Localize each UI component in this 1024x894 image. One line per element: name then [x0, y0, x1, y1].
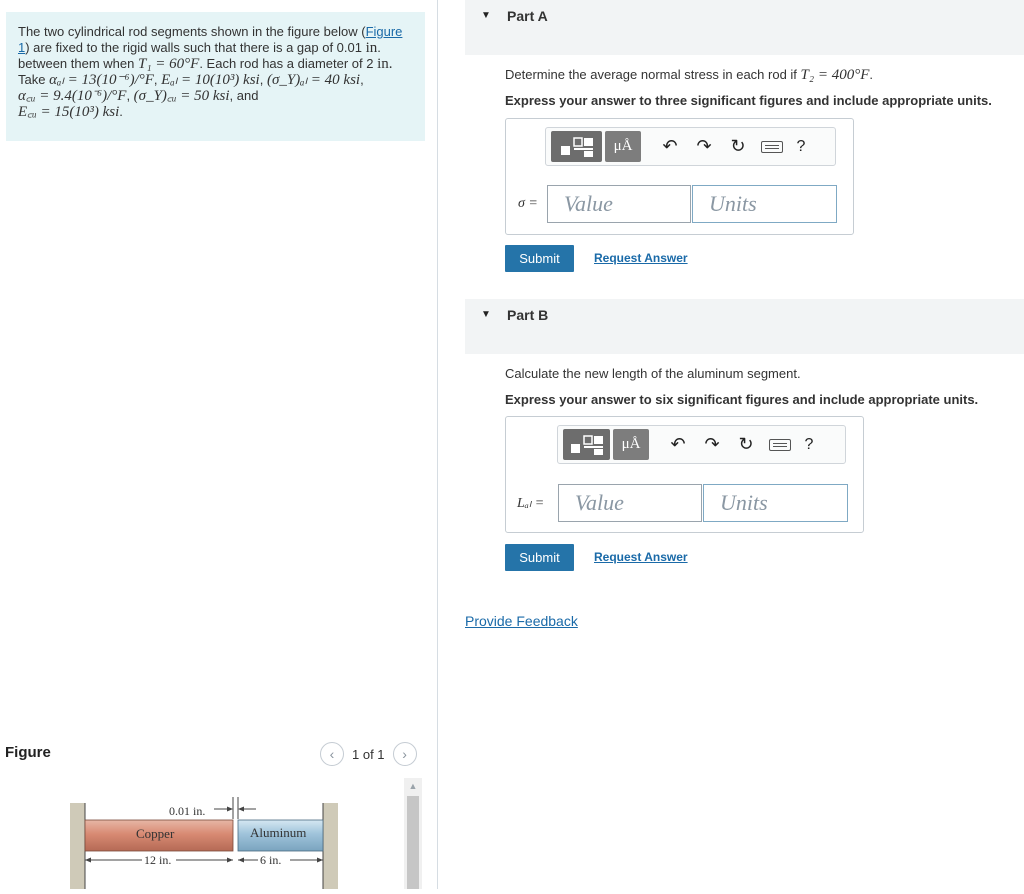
reset-icon[interactable]: ↻	[738, 434, 754, 454]
column-divider	[437, 0, 438, 889]
figure-pager	[320, 742, 417, 766]
units-input[interactable]: Units	[692, 185, 837, 223]
math-t2: T₂ = 400°F	[800, 67, 870, 83]
unit-in: in.	[377, 56, 393, 72]
part-a-answer-box	[505, 118, 854, 235]
figure-image	[66, 775, 401, 889]
part-a-header[interactable]	[465, 0, 1024, 55]
math-t1: T₁ = 60°F	[137, 56, 200, 72]
template-button[interactable]	[551, 131, 602, 162]
template-icon	[570, 434, 604, 456]
copper-label: Copper	[136, 826, 175, 841]
scroll-thumb[interactable]	[407, 796, 419, 889]
aluminum-label: Aluminum	[250, 825, 307, 840]
units-input[interactable]: Units	[703, 484, 848, 522]
math-sy-cu: (σ_Y)꜀ᵤ = 50 ksi	[133, 88, 230, 104]
value-input[interactable]: Value	[558, 484, 702, 522]
provide-feedback-link[interactable]: Provide Feedback	[465, 613, 578, 629]
figure-page-count: 1 of 1	[352, 746, 385, 762]
part-a-question: Determine the average normal stress in each rod if T₂ = 400°F.	[505, 67, 874, 83]
help-icon[interactable]: ?	[796, 137, 806, 155]
sigma-symbol: σ =	[518, 196, 538, 211]
collapse-triangle-icon[interactable]: ▼	[481, 10, 491, 21]
problem-text: between them when	[18, 56, 135, 71]
keyboard-icon[interactable]	[755, 131, 789, 162]
left-wall	[70, 803, 85, 889]
template-icon	[560, 136, 594, 158]
collapse-triangle-icon[interactable]: ▼	[481, 309, 491, 320]
help-icon[interactable]: ?	[804, 435, 814, 453]
figure-link[interactable]: Figure 1	[18, 24, 403, 55]
redo-icon[interactable]: ↷	[704, 434, 720, 454]
template-button[interactable]	[563, 429, 610, 460]
problem-text: Take	[18, 72, 46, 87]
math-e-cu: E꜀ᵤ = 15(10³) ksi	[18, 104, 120, 120]
problem-text: ) are fixed to the rigid walls such that there is a gap of 0.01	[25, 40, 362, 55]
part-a-submit-button[interactable]: Submit	[505, 245, 574, 272]
units-button[interactable]: μÅ	[613, 429, 649, 460]
units-button[interactable]: μÅ	[605, 131, 641, 162]
undo-icon[interactable]: ↶	[662, 136, 678, 156]
figure-title: Figure	[5, 744, 51, 761]
prev-figure-button[interactable]	[320, 742, 344, 766]
problem-text: . Each rod has a diameter of 2	[199, 56, 374, 71]
part-a-label: Part A	[507, 8, 548, 24]
rod-diagram	[66, 775, 401, 889]
part-b-submit-button[interactable]: Submit	[505, 544, 574, 571]
math-alpha-cu: α꜀ᵤ = 9.4(10⁻⁶)/°F	[18, 88, 127, 104]
reset-icon[interactable]: ↻	[730, 136, 746, 156]
math-e-al: Eₐₗ = 10(10³) ksi	[161, 72, 260, 88]
question-text: Determine the average normal stress in each rod if	[505, 67, 797, 82]
figure-scrollbar[interactable]	[404, 778, 422, 889]
part-b-instruction: Express your answer to six significant figures and include appropriate units.	[505, 392, 979, 407]
aluminum-length-label: 6 in.	[260, 853, 282, 867]
math-toolbar	[557, 425, 846, 464]
value-input[interactable]: Value	[547, 185, 691, 223]
right-wall	[323, 803, 338, 889]
gap-label: 0.01 in.	[169, 804, 206, 818]
part-b-header[interactable]	[465, 299, 1024, 354]
part-a-request-answer-link[interactable]: Request Answer	[594, 251, 688, 265]
math-alpha-al: αₐₗ = 13(10⁻⁶)/°F	[49, 72, 154, 88]
problem-statement: The two cylindrical rod segments shown in the figure below (Figure 1) are fixed to the rigid walls such that there is a gap of 0.01 in. between them when T₁ = 60°F. Each rod has a diameter of 2 in. Take αₐₗ = 13(10⁻⁶)/°F, Eₐₗ = 10(10³) ksi, (σ_Y)ₐₗ = 40 ksi, α꜀ᵤ = 9.4(10⁻⁶)/°F, (σ_Y)꜀ᵤ = 50 ksi, and E꜀ᵤ = 15(10³) ksi.	[6, 12, 425, 141]
undo-icon[interactable]: ↶	[670, 434, 686, 454]
keyboard-icon[interactable]	[763, 429, 797, 460]
part-b-label: Part B	[507, 307, 549, 323]
part-a-instruction: Express your answer to three significant figures and include appropriate units.	[505, 93, 992, 108]
part-b-request-answer-link[interactable]: Request Answer	[594, 550, 688, 564]
copper-length-label: 12 in.	[144, 853, 172, 867]
scroll-up-icon[interactable]: ▲	[408, 781, 418, 791]
math-sy-al: (σ_Y)ₐₗ = 40 ksi	[266, 72, 361, 88]
problem-text: The two cylindrical rod segments shown in the figure below (	[18, 24, 366, 39]
chevron-left-icon: ‹	[329, 746, 335, 762]
unit-in: in	[365, 40, 378, 56]
problem-text: , and	[229, 88, 259, 103]
next-figure-button[interactable]	[393, 742, 417, 766]
part-b-question: Calculate the new length of the aluminum segment.	[505, 366, 801, 381]
redo-icon[interactable]: ↷	[696, 136, 712, 156]
chevron-right-icon: ›	[402, 746, 407, 762]
part-b-answer-box	[505, 416, 864, 533]
math-toolbar	[545, 127, 836, 166]
length-symbol: Lₐₗ =	[517, 496, 545, 511]
